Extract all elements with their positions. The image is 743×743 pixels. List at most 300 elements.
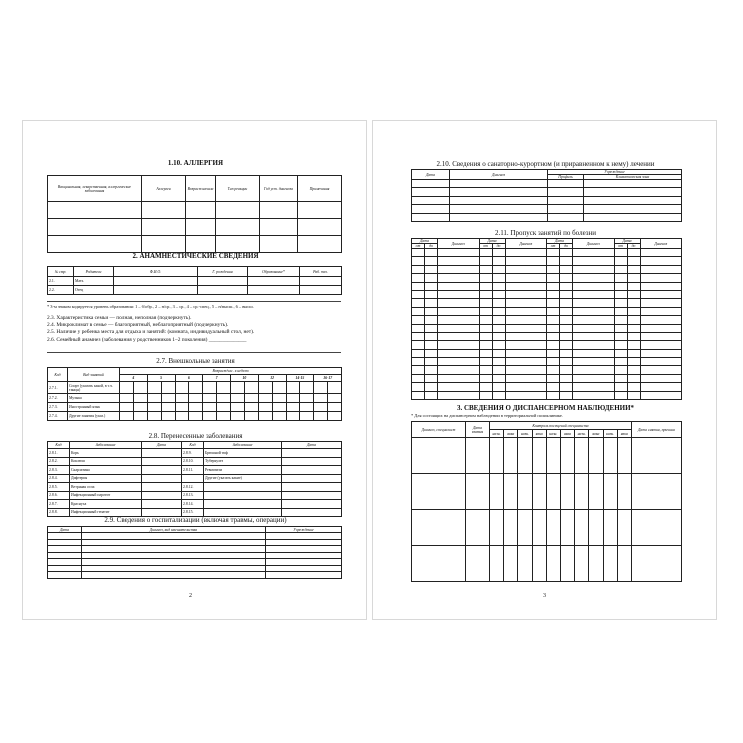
row-code: 2.8.3. [48, 466, 70, 475]
table-row [412, 366, 682, 374]
table-cell [492, 299, 505, 307]
table-cell [147, 394, 161, 403]
table-row [48, 572, 342, 579]
hospital-title: 2.9. Сведения о госпитализации (включая травмы, операции) [104, 516, 287, 524]
row-code: 2.8.1. [48, 449, 70, 458]
table-cell [231, 412, 245, 421]
table-cell [627, 290, 640, 298]
table-cell [547, 282, 560, 290]
row-disease: Ветряная оспа [70, 483, 142, 492]
table-cell [186, 219, 216, 236]
san-col-date: Дата [412, 170, 450, 180]
row-code-2: 2.8.12. [182, 483, 204, 492]
disp-sub-1: явка [504, 430, 518, 438]
table-row [48, 466, 342, 475]
table-cell [547, 316, 560, 324]
table-cell [189, 394, 203, 403]
table-row [412, 438, 682, 474]
table-cell [614, 391, 627, 399]
dispensary-title: 3. СВЕДЕНИЯ О ДИСПАНСЕРНОМ НАБЛЮДЕНИИ* [456, 404, 635, 412]
disp-col-diagnosis: Диагноз, специалист [412, 422, 466, 438]
table-cell [438, 332, 480, 340]
row-code: 2.8.8. [48, 508, 70, 517]
table-cell [614, 366, 627, 374]
table-cell [614, 249, 627, 257]
table-cell [614, 274, 627, 282]
table-cell [142, 483, 182, 492]
table-cell [479, 282, 492, 290]
table-cell [546, 474, 560, 510]
disp-col-removed: Дата снятия, причина [631, 422, 681, 438]
table-row [412, 383, 682, 391]
hospital-col-0: Дата [48, 527, 82, 533]
table-cell [412, 316, 425, 324]
table-cell [589, 546, 603, 582]
absence-date-2: Дата [547, 239, 573, 244]
table-cell [412, 358, 425, 366]
table-cell [614, 349, 627, 357]
disp-sub-9: явка [617, 430, 631, 438]
table-cell [412, 205, 450, 213]
table-cell [627, 324, 640, 332]
table-cell [547, 391, 560, 399]
table-cell [492, 290, 505, 298]
table-cell [505, 316, 547, 324]
table-cell [548, 188, 584, 196]
table-cell [560, 274, 573, 282]
line-2-5: 2.5. Наличие у ребенка места для отдыха и занятий: (комната, индивидуальный стол, нет). [47, 329, 255, 336]
table-cell [479, 265, 492, 273]
age-1: 5 [147, 375, 175, 382]
table-row [412, 349, 682, 357]
table-cell [425, 282, 438, 290]
absence-date-3: Дата [614, 239, 640, 244]
row-activity: Спорт (указать какой, в т.ч. танцы) [68, 382, 120, 394]
table-cell [640, 366, 682, 374]
table-cell [627, 391, 640, 399]
table-cell [492, 366, 505, 374]
parents-col-2: Ф.И.О. [114, 267, 198, 277]
table-cell [425, 274, 438, 282]
table-cell [573, 265, 615, 273]
table-cell [603, 474, 617, 510]
table-cell [532, 510, 546, 546]
row-code: 2.7.1. [48, 382, 68, 394]
table-cell [479, 349, 492, 357]
table-cell [298, 236, 342, 253]
table-cell [260, 219, 298, 236]
table-cell [640, 324, 682, 332]
row-activity: Другие занятия (указ.) [68, 412, 120, 421]
table-cell [614, 316, 627, 324]
age-2: 6 [175, 375, 203, 382]
disp-sub-0: назн. [490, 430, 504, 438]
san-col-profile: Профиль [548, 175, 584, 180]
row-disease-2: Брюшной тиф [204, 449, 282, 458]
table-cell [198, 277, 248, 286]
table-cell [142, 236, 186, 253]
diseases-col-1: Заболевание [70, 442, 142, 449]
table-cell [560, 383, 573, 391]
absence-title: 2.11. Пропуск занятий по болезни [494, 229, 597, 237]
table-cell [614, 324, 627, 332]
table-cell [120, 382, 134, 394]
table-cell [120, 412, 134, 421]
row-disease: Инфекционный паротит [70, 491, 142, 500]
table-cell [575, 438, 589, 474]
table-cell [627, 374, 640, 382]
parents-col-1: Родители [74, 267, 114, 277]
table-cell [438, 341, 480, 349]
table-cell [412, 366, 425, 374]
hospital-col-1: Диагноз, вид вмешательства [82, 527, 266, 533]
table-cell [120, 403, 134, 412]
table-cell [548, 205, 584, 213]
table-cell [479, 257, 492, 265]
table-cell [450, 188, 548, 196]
table-cell [640, 332, 682, 340]
table-cell [438, 358, 480, 366]
table-cell [504, 510, 518, 546]
table-row [412, 324, 682, 332]
table-cell [505, 324, 547, 332]
table-cell [640, 257, 682, 265]
san-col-climate: Климатическая зона [584, 175, 682, 180]
table-cell [546, 438, 560, 474]
table-row [412, 205, 682, 213]
table-cell [627, 332, 640, 340]
page-3 [372, 120, 717, 620]
table-cell [175, 394, 189, 403]
table-cell [161, 403, 175, 412]
table-cell [466, 546, 490, 582]
sanatorium-title: 2.10. Сведения о санаторно-курортном (и приравненном к нему) лечении [436, 160, 655, 168]
table-row [412, 307, 682, 315]
disp-sub-5: явка [560, 430, 574, 438]
table-cell [425, 316, 438, 324]
table-cell [314, 394, 328, 403]
diseases-col-2: Дата [142, 442, 182, 449]
age-6: 14-15 [286, 375, 314, 382]
table-cell [640, 391, 682, 399]
table-cell [492, 374, 505, 382]
table-cell [603, 438, 617, 474]
row-disease: Дифтерия [70, 474, 142, 483]
row-code-2 [182, 474, 204, 483]
activities-col-code: Код [48, 368, 68, 382]
table-cell [614, 341, 627, 349]
table-cell [640, 307, 682, 315]
table-cell [438, 282, 480, 290]
table-cell [560, 546, 574, 582]
table-cell [505, 257, 547, 265]
table-cell [438, 265, 480, 273]
table-row [412, 299, 682, 307]
table-cell [584, 196, 682, 204]
table-cell [547, 332, 560, 340]
table-cell [142, 219, 186, 236]
table-cell [589, 474, 603, 510]
table-cell [412, 265, 425, 273]
table-cell [438, 324, 480, 332]
table-cell [640, 299, 682, 307]
table-cell [575, 546, 589, 582]
table-cell [217, 412, 231, 421]
table-cell [640, 316, 682, 324]
table-cell [438, 307, 480, 315]
table-cell [425, 265, 438, 273]
table-cell [627, 307, 640, 315]
table-cell [560, 290, 573, 298]
absence-diagnosis-3: Диагноз [640, 239, 682, 249]
table-cell [479, 391, 492, 399]
table-cell [614, 265, 627, 273]
table-cell [266, 572, 342, 579]
age-7: 16-17 [314, 375, 342, 382]
table-cell [286, 403, 300, 412]
table-cell [640, 290, 682, 298]
table-cell [186, 202, 216, 219]
hospital-col-2: Учреждение [266, 527, 342, 533]
table-row [412, 546, 682, 582]
table-cell [560, 358, 573, 366]
table-cell [479, 341, 492, 349]
table-cell [412, 383, 425, 391]
table-cell [142, 466, 182, 475]
table-cell [505, 265, 547, 273]
absence-from-2: от [547, 244, 560, 249]
table-cell [175, 412, 189, 421]
table-row [412, 282, 682, 290]
table-cell [640, 265, 682, 273]
table-cell [48, 236, 142, 253]
san-col-diagnosis: Диагноз [450, 170, 548, 180]
table-cell [573, 257, 615, 265]
table-cell [438, 249, 480, 257]
table-cell [640, 358, 682, 366]
table-cell [573, 299, 615, 307]
table-cell [479, 249, 492, 257]
table-cell [547, 290, 560, 298]
table-row [48, 219, 342, 236]
allergy-table [47, 175, 342, 253]
table-row [48, 449, 342, 458]
table-cell [133, 403, 147, 412]
table-cell [614, 332, 627, 340]
table-cell [189, 412, 203, 421]
table-row [48, 403, 342, 412]
line-2-3: 2.3. Характеристика семьи — полная, неполная (подчеркнуть). [47, 315, 192, 321]
table-cell [412, 391, 425, 399]
table-cell [614, 290, 627, 298]
table-cell [450, 205, 548, 213]
table-cell [314, 412, 328, 421]
table-cell [573, 282, 615, 290]
table-cell [203, 412, 217, 421]
table-cell [425, 366, 438, 374]
table-cell [425, 249, 438, 257]
row-disease: Инфекционный гепатит [70, 508, 142, 517]
table-cell [133, 382, 147, 394]
allergy-col-2: Возраст начала [186, 176, 216, 202]
row-disease: Коклюш [70, 457, 142, 466]
page-2 [22, 120, 367, 620]
table-cell [492, 257, 505, 265]
table-cell [560, 332, 573, 340]
table-cell [244, 394, 258, 403]
table-cell [505, 341, 547, 349]
table-cell [546, 546, 560, 582]
table-row [48, 277, 342, 286]
table-cell [412, 299, 425, 307]
table-cell [532, 474, 546, 510]
hospital-table [47, 526, 342, 579]
table-cell [142, 500, 182, 509]
table-row [412, 391, 682, 399]
table-cell [627, 274, 640, 282]
table-cell [479, 332, 492, 340]
table-row [48, 474, 342, 483]
row-code: 2.1. [48, 277, 74, 286]
table-cell [412, 349, 425, 357]
table-cell [282, 449, 342, 458]
table-cell [479, 374, 492, 382]
table-row [412, 180, 682, 188]
table-cell [142, 457, 182, 466]
table-cell [603, 546, 617, 582]
table-cell [490, 474, 504, 510]
table-cell [479, 274, 492, 282]
table-cell [573, 249, 615, 257]
table-cell [258, 412, 272, 421]
table-cell [217, 394, 231, 403]
age-0: 4 [120, 375, 148, 382]
table-cell [640, 341, 682, 349]
table-cell [48, 219, 142, 236]
table-cell [504, 546, 518, 582]
table-cell [260, 202, 298, 219]
table-cell [573, 316, 615, 324]
table-row [412, 265, 682, 273]
table-cell [627, 249, 640, 257]
table-cell [573, 274, 615, 282]
absence-table [411, 238, 682, 400]
table-cell [490, 510, 504, 546]
table-cell [260, 236, 298, 253]
absence-to-3: до [627, 244, 640, 249]
parents-col-3: Г. рождения [198, 267, 248, 277]
table-row [412, 196, 682, 204]
table-cell [614, 307, 627, 315]
table-cell [217, 403, 231, 412]
dispensary-table [411, 421, 682, 582]
table-cell [272, 412, 286, 421]
allergy-col-4: Год уст. диагноза [260, 176, 298, 202]
table-cell [560, 257, 573, 265]
table-cell [631, 438, 681, 474]
table-cell [627, 265, 640, 273]
absence-date-0: Дата [412, 239, 438, 244]
table-cell [286, 412, 300, 421]
table-cell [425, 324, 438, 332]
table-cell [589, 438, 603, 474]
table-cell [258, 403, 272, 412]
table-cell [492, 332, 505, 340]
table-cell [560, 249, 573, 257]
table-cell [412, 282, 425, 290]
table-cell [631, 546, 681, 582]
table-row [48, 202, 342, 219]
diseases-col-5: Дата [282, 442, 342, 449]
table-cell [203, 382, 217, 394]
table-cell [505, 299, 547, 307]
table-cell [328, 412, 342, 421]
table-row [412, 249, 682, 257]
table-cell [547, 265, 560, 273]
table-cell [48, 202, 142, 219]
table-cell [505, 290, 547, 298]
table-cell [479, 358, 492, 366]
table-cell [640, 383, 682, 391]
page-number-left: 2 [189, 593, 192, 599]
diseases-table [47, 441, 342, 517]
row-parent: Мать [74, 277, 114, 286]
table-cell [147, 382, 161, 394]
sanatorium-table [411, 169, 682, 222]
table-cell [412, 213, 450, 221]
table-row [48, 412, 342, 421]
table-cell [504, 438, 518, 474]
san-col-institution: Учреждение [548, 170, 682, 175]
table-cell [300, 394, 314, 403]
table-cell [518, 510, 532, 546]
table-cell [412, 188, 450, 196]
table-cell [640, 349, 682, 357]
diseases-col-0: Код [48, 442, 70, 449]
row-parent: Отец [74, 286, 114, 295]
table-cell [466, 474, 490, 510]
table-cell [425, 341, 438, 349]
table-cell [300, 412, 314, 421]
table-cell [298, 219, 342, 236]
table-cell [425, 299, 438, 307]
table-cell [627, 316, 640, 324]
table-cell [492, 307, 505, 315]
table-cell [450, 213, 548, 221]
table-cell [425, 257, 438, 265]
table-cell [575, 510, 589, 546]
table-row [48, 382, 342, 394]
table-cell [203, 394, 217, 403]
table-cell [573, 324, 615, 332]
row-code: 2.8.2. [48, 457, 70, 466]
parents-col-4: Образование* [248, 267, 300, 277]
row-disease: Краснуха [70, 500, 142, 509]
table-row [412, 188, 682, 196]
table-cell [438, 274, 480, 282]
table-cell [314, 403, 328, 412]
table-cell [425, 290, 438, 298]
table-cell [412, 546, 466, 582]
table-cell [560, 438, 574, 474]
table-cell [438, 391, 480, 399]
row-code: 2.8.5. [48, 483, 70, 492]
row-activity: Музыка [68, 394, 120, 403]
absence-diagnosis-0: Диагноз [438, 239, 480, 249]
table-row [412, 213, 682, 221]
table-cell [490, 546, 504, 582]
table-cell [133, 394, 147, 403]
